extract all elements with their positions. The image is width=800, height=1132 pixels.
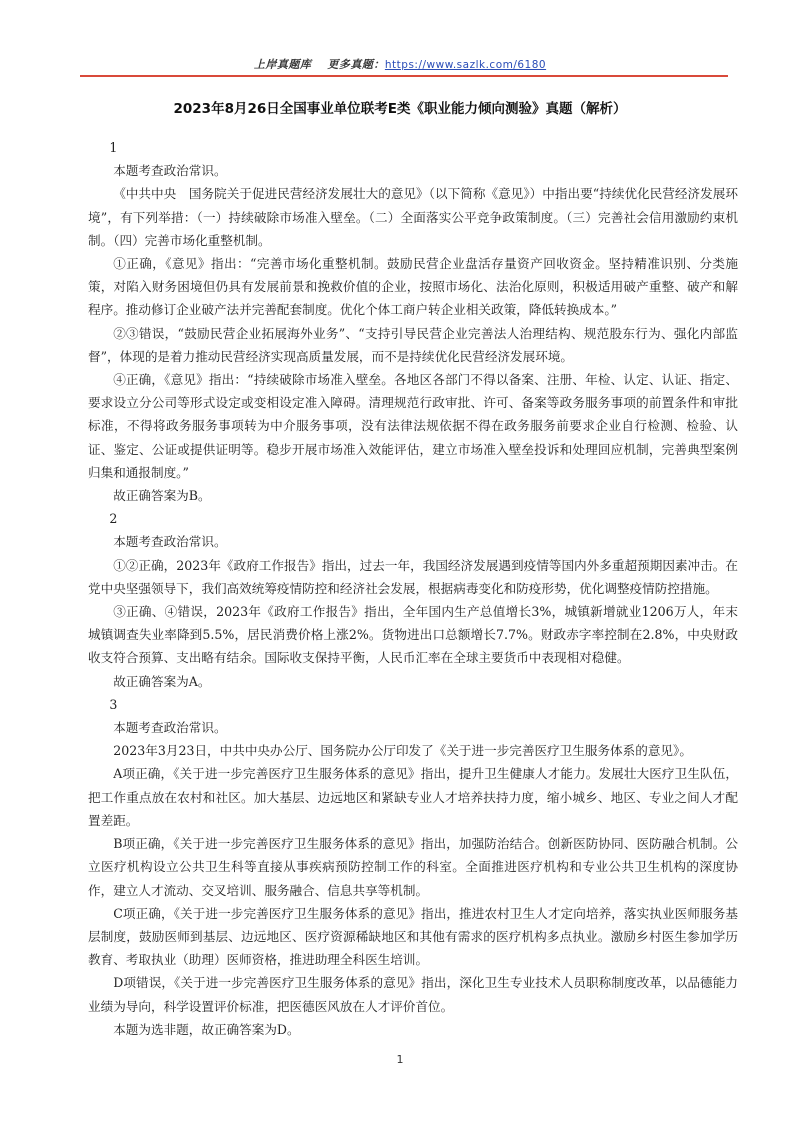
paragraph: B项正确，《关于进一步完善医疗卫生服务体系的意见》指出，加强防治结合。创新医防协同、医防融合机制。公立医疗机构设立公共卫生科等直接从事疾病预防控制工作的科室。全面推进医疗机构和专业公共卫生机构的深度协作，建立人才流动、交叉培训、服务融合、信息共享等机制。 bbox=[88, 836, 738, 898]
answer-line: 本题为选非题，故正确答案为D。 bbox=[113, 1021, 300, 1037]
page-header bbox=[0, 56, 800, 72]
brand-name: 上岸真题库 bbox=[253, 58, 312, 71]
document-body bbox=[88, 136, 738, 1041]
paragraph: 《中共中央 国务院关于促进民营经济发展壮大的意见》（以下简称《意见》）中指出要“持续优化民营经济发展环境”，有下列举措：（一）持续破除市场准入壁垒。（二）全面落实公平竞争政策制度。（三）完善社会信用激励约束机制。（四）完善市场化重整机制。 bbox=[88, 186, 738, 248]
paragraph: 本题考查政治常识。 bbox=[113, 534, 227, 550]
paragraph: 2023年3月23日，中共中央办公厅、国务院办公厅印发了《关于进一步完善医疗卫生服务体系的意见》。 bbox=[113, 743, 692, 759]
paragraph: C项正确，《关于进一步完善医疗卫生服务体系的意见》指出，推进农村卫生人才定向培养，落实执业医师服务基层制度，鼓励医师到基层、边远地区、医疗资源稀缺地区和其他有需求的医疗机构多点执业。激励乡村医生参加学历教育、考取执业（助理）医师资格，推进助理全科医生培训。 bbox=[88, 905, 738, 968]
page-number: 1 bbox=[396, 1053, 404, 1066]
answer-line: 故正确答案为A。 bbox=[113, 673, 211, 689]
paragraph: ①正确，《意见》指出：“完善市场化重整机制。鼓励民营企业盘活存量资产回收资金。坚持精准识别、分类施策，对陷入财务困境但仍具有发展前景和挽救价值的企业，按照市场化、法治化原则，积极适用破产重整、破产和解程序。推动修订企业破产法并完善配套制度。优化个体工商户转企业相关政策，降低转换成本。” bbox=[88, 256, 738, 318]
question-number: 1 bbox=[109, 140, 118, 155]
paragraph: 本题考查政治常识。 bbox=[113, 163, 227, 179]
answer-line: 故正确答案为B。 bbox=[113, 488, 211, 504]
paragraph: A项正确，《关于进一步完善医疗卫生服务体系的意见》指出，提升卫生健康人才能力。发展壮大医疗卫生队伍，把工作重点放在农村和社区。加大基层、边远地区和紧缺专业人才培养扶持力度，缩小城乡、地区、专业之间人才配置差距。 bbox=[88, 766, 738, 828]
document-title: 2023年8月26日全国事业单位联考E类《职业能力倾向测验》真题（解析） bbox=[173, 101, 627, 117]
more-questions-label: 更多真题： bbox=[327, 58, 385, 71]
paragraph: ②③错误，“鼓励民营企业拓展海外业务”、“支持引导民营企业完善法人治理结构、规范股东行为、强化内部监督”，体现的是着力推动民营经济实现高质量发展，而不是持续优化民营经济发展环境。 bbox=[88, 325, 738, 364]
paragraph: 本题考查政治常识。 bbox=[113, 720, 227, 736]
question-number: 2 bbox=[109, 511, 118, 527]
more-questions-link[interactable]: https://www.sazlk.com/6180 bbox=[384, 59, 547, 71]
paragraph: ③正确、④错误，2023年《政府工作报告》指出，全年国内生产总值增长3%，城镇新增就业1206万人，年末城镇调查失业率降到5.5%，居民消费价格上涨2%。货物进出口总额增长7.7%。财政赤字率控制在2.8%，中央财政收支符合预算、支出略有结余。国际收支保持平衡，人民币汇率在全球主要货币中表现相对稳健。 bbox=[88, 604, 738, 666]
question-number: 3 bbox=[109, 696, 118, 712]
header-divider bbox=[80, 75, 728, 77]
paragraph: ①②正确，2023年《政府工作报告》指出，过去一年，我国经济发展遇到疫情等国内外多重超预期因素冲击。在党中央坚强领导下，我们高效统筹疫情防控和经济社会发展，根据病毒变化和防疫形势，优化调整疫情防控措施。 bbox=[88, 557, 738, 596]
paragraph: ④正确，《意见》指出：“持续破除市场准入壁垒。各地区各部门不得以备案、注册、年检、认定、认证、指定、要求设立分公司等形式设定或变相设定准入障碍。清理规范行政审批、许可、备案等政务服务事项的前置条件和审批标准，不得将政务服务事项转为中介服务事项，没有法律法规依据不得在政务服务前要求企业自行检测、检验、认证、鉴定、公证或提供证明等。稳步开展市场准入效能评估，建立市场准入壁垒投诉和处理回应机制，完善典型案例归集和通报制度。” bbox=[88, 372, 738, 480]
paragraph: D项错误，《关于进一步完善医疗卫生服务体系的意见》指出，深化卫生专业技术人员职称制度改革，以品德能力业绩为导向，科学设置评价标准，把医德医风放在人才评价首位。 bbox=[88, 975, 738, 1014]
